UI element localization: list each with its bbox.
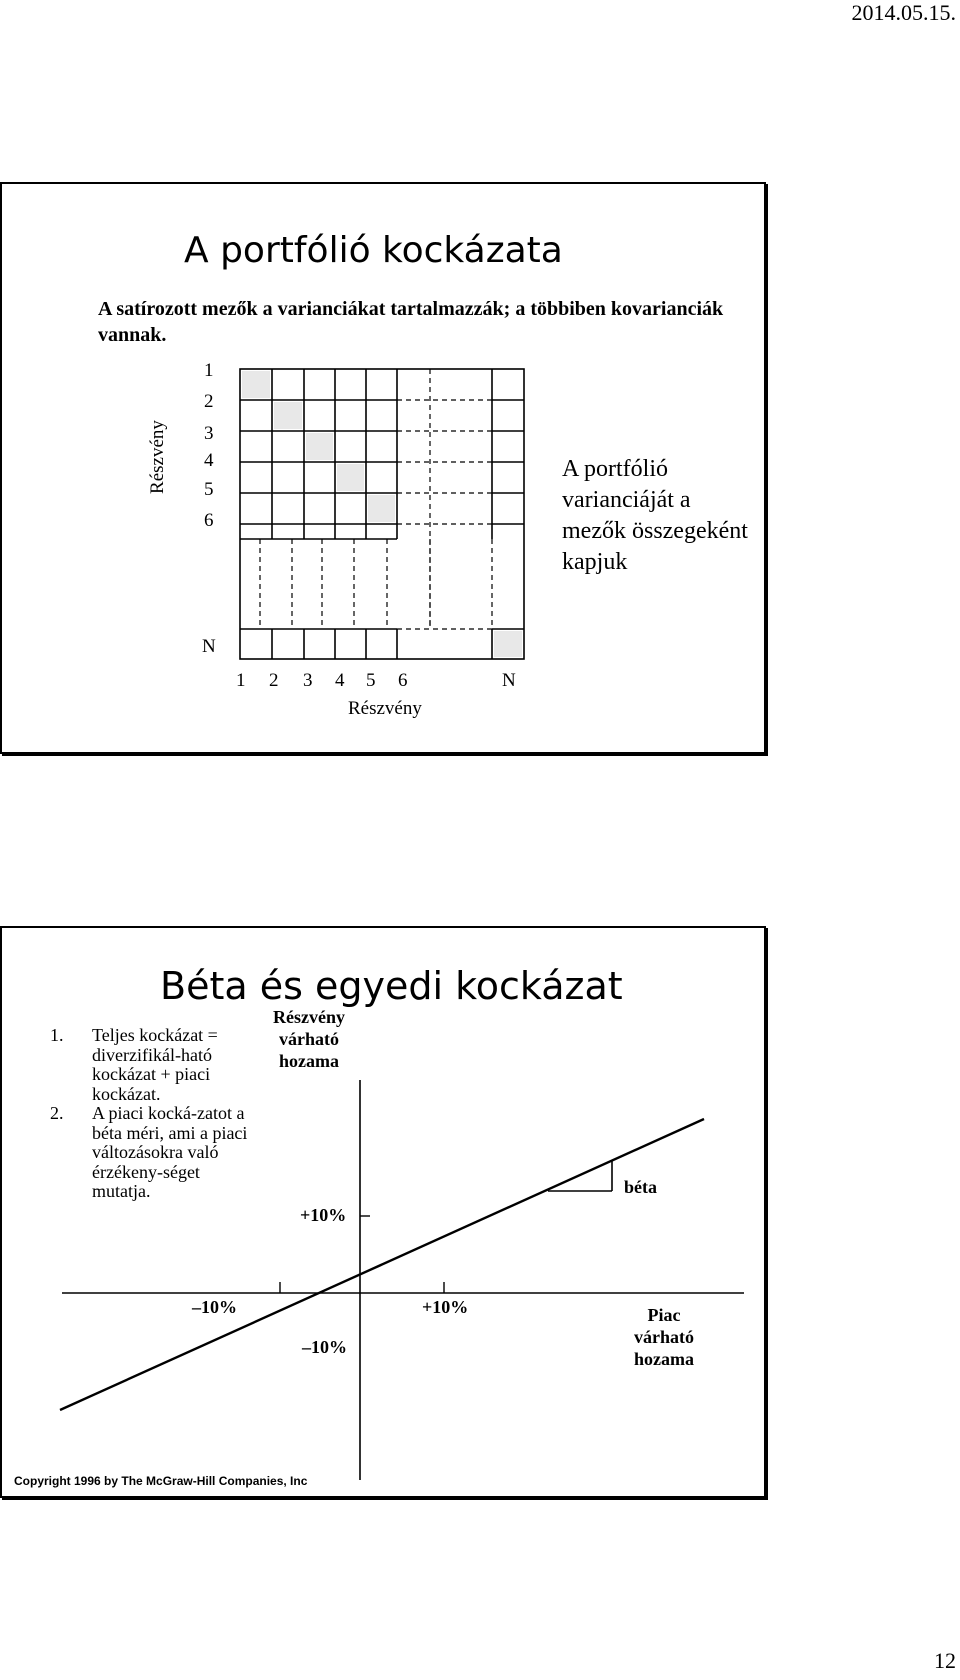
row-label-n: N	[202, 636, 216, 657]
x-tick-positive: +10%	[422, 1297, 469, 1317]
row-axis-label: Részvény	[147, 420, 168, 494]
row-label-2: 2	[204, 391, 214, 412]
slide-beta-risk	[0, 926, 766, 1498]
page-number: 12	[934, 1648, 956, 1673]
beta-label: béta	[624, 1177, 657, 1197]
slide-subtitle: A satírozott mezők a varianciákat tartalmazzák; a többiben kovarianciák vannak.	[98, 298, 724, 346]
x-tick-negative: –10%	[192, 1297, 237, 1317]
row-label-3: 3	[204, 423, 214, 444]
row-label-5: 5	[204, 479, 214, 500]
beta-diagram	[2, 928, 764, 1496]
col-label-6: 6	[398, 670, 408, 691]
copyright-notice: Copyright 1996 by The McGraw-Hill Companies, Inc	[14, 1474, 308, 1488]
col-label-4: 4	[335, 670, 345, 691]
slide-portfolio-risk	[0, 182, 766, 754]
list-text: Teljes kockázat = diverzifikál-ható kockázat + piaci kockázat.	[92, 1025, 218, 1104]
slide-title: A portfólió kockázata	[184, 230, 563, 271]
col-label-1: 1	[236, 670, 246, 691]
col-axis-label: Részvény	[348, 698, 422, 719]
list-number: 2.	[50, 1103, 64, 1123]
beta-line	[60, 1119, 704, 1410]
list-number: 1.	[50, 1025, 64, 1045]
y-axis-label: Részvény várható hozama	[273, 1007, 345, 1071]
y-tick-positive: +10%	[300, 1205, 347, 1225]
col-label-2: 2	[269, 670, 279, 691]
col-label-5: 5	[366, 670, 376, 691]
portfolio-variance-note: A portfólió varianciáját a mezők összegeként kapjuk	[562, 456, 748, 575]
slide-title: Béta és egyedi kockázat	[160, 964, 623, 1008]
row-label-1: 1	[204, 360, 214, 381]
y-tick-negative: –10%	[302, 1337, 347, 1357]
x-axis-label: Piac várható hozama	[634, 1305, 694, 1369]
col-label-n: N	[502, 670, 516, 691]
list-text: A piaci kocká-zatot a béta méri, ami a piaci változásokra való érzékeny-séget mutatja.	[92, 1103, 248, 1201]
row-label-4: 4	[204, 450, 214, 471]
row-label-6: 6	[204, 510, 214, 531]
header-date: 2014.05.15.	[851, 0, 956, 25]
col-label-3: 3	[303, 670, 313, 691]
